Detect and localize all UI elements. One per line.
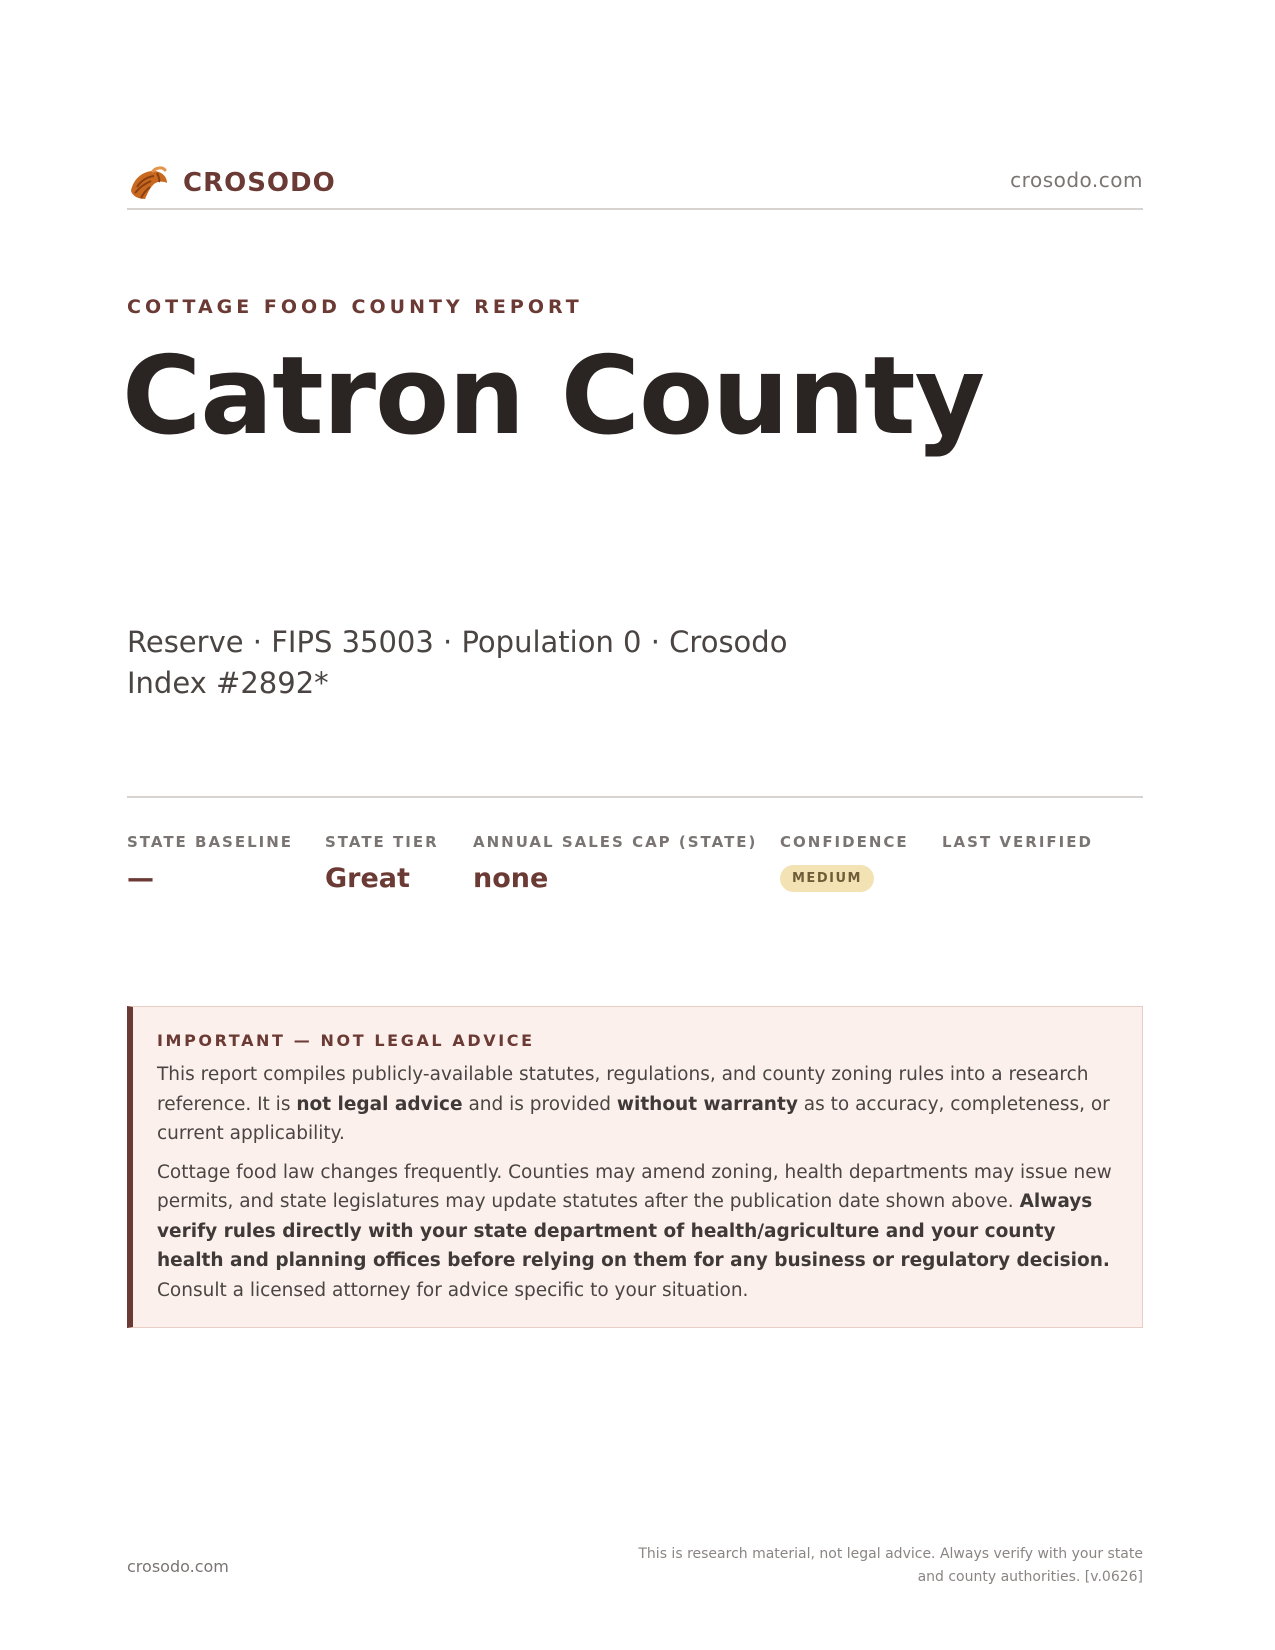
stat-state-baseline	[127, 833, 293, 894]
stat-annual-sales-cap	[473, 833, 757, 894]
notice-text: Cottage food law changes frequently. Counties may amend zoning, health departments may issue new permits, and state legislatures may update statutes after the publication date shown above.	[157, 1161, 1112, 1212]
stat-label: LAST VERIFIED	[942, 833, 1093, 851]
footer-disclaimer	[623, 1543, 1143, 1589]
page-title: Catron County	[122, 334, 984, 459]
stat-value: none	[473, 863, 549, 894]
notice-paragraph	[157, 1060, 1116, 1149]
brand-name: CROSODO	[183, 168, 336, 198]
report-eyebrow: COTTAGE FOOD COUNTY REPORT	[127, 296, 583, 318]
croissant-icon	[127, 161, 171, 205]
stat-value: Great	[325, 863, 410, 894]
footer-disclaimer-line: This is research material, not legal advice. Always verify with your state	[638, 1546, 1143, 1562]
notice-text: This report compiles publicly-available statutes, regulations, and county zoning rules into a research reference. It is	[157, 1064, 1089, 1115]
stat-confidence	[780, 833, 909, 892]
site-url[interactable]: crosodo.com	[1010, 168, 1143, 192]
confidence-badge: MEDIUM	[780, 865, 874, 892]
divider	[127, 796, 1143, 798]
stat-label: CONFIDENCE	[780, 833, 909, 851]
notice-paragraph	[157, 1158, 1116, 1306]
notice-heading: IMPORTANT — NOT LEGAL ADVICE	[157, 1031, 535, 1050]
page-header	[127, 158, 1143, 210]
brand[interactable]	[127, 161, 336, 205]
stat-state-tier	[325, 833, 439, 894]
stat-label: ANNUAL SALES CAP (STATE)	[473, 833, 758, 851]
footer-site-url[interactable]: crosodo.com	[127, 1557, 229, 1576]
stat-value: —	[127, 863, 154, 894]
notice-emphasis: Always verify rules directly with your state department of health/agriculture and your county health and planning offices before relying on them for any business or regulatory decision.	[157, 1191, 1110, 1271]
stat-label: STATE BASELINE	[127, 833, 294, 851]
stat-last-verified	[942, 833, 1093, 863]
notice-text: and is provided	[462, 1093, 617, 1115]
notice-emphasis: without warranty	[616, 1093, 798, 1115]
footer-disclaimer-line: and county authorities. [v.0626]	[917, 1569, 1143, 1585]
notice-text: as to accuracy, completeness, or current applicability.	[157, 1093, 1110, 1144]
notice-emphasis: not legal advice	[296, 1093, 463, 1115]
notice-text: Consult a licensed attorney for advice specific to your situation.	[157, 1279, 749, 1301]
legal-notice	[127, 1006, 1143, 1328]
stat-label: STATE TIER	[325, 833, 439, 851]
report-subtitle: Reserve · FIPS 35003 · Population 0 · Crosodo Index #2892*	[127, 625, 788, 700]
